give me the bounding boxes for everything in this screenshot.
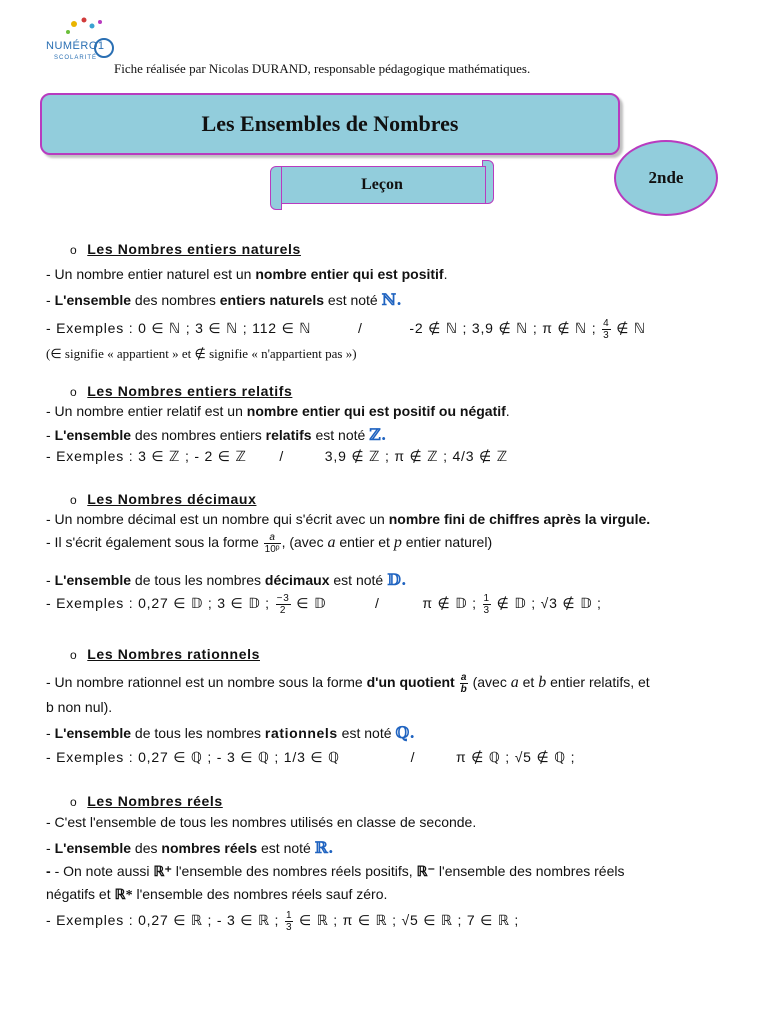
naturels-examples: - Exemples : 0 ∈ ℕ ; 3 ∈ ℕ ; 112 ∈ ℕ / -2 ∉ ℕ ; 3,9 ∉ ℕ ; π ∉ ℕ ; $\frac{4}{3}$ ∉ ℕ	[46, 318, 646, 341]
logo-subtext: SCOLARITÉ	[54, 55, 98, 61]
bullet-icon: o	[70, 385, 78, 399]
bullet-icon: o	[70, 243, 78, 257]
bullet-icon: o	[70, 648, 78, 662]
reels-definition: - C'est l'ensemble de tous les nombres utilisés en classe de seconde.	[46, 814, 477, 830]
relatifs-definition: - Un nombre entier relatif est un nombre entier qui est positif ou négatif.	[46, 403, 510, 419]
heading-naturels: o Les Nombres entiers naturels	[70, 241, 301, 257]
scroll-body	[278, 166, 486, 204]
bullet-icon: o	[70, 795, 78, 809]
rationnels-set: - L'ensemble de tous les nombres rationnels est noté ℚ.	[46, 723, 415, 742]
page-title: Les Ensembles de Nombres	[201, 111, 459, 136]
fraction: $\frac{a}{\text{10ᵖ}}$	[264, 532, 280, 555]
level-badge	[614, 140, 718, 216]
naturels-note: (∈ signifie « appartient » et ∉ signifie « n'appartient pas »)	[46, 346, 357, 361]
rationnels-examples: - Exemples : 0,27 ∈ ℚ ; - 3 ∈ ℚ ; 1/3 ∈ ℚ / π ∉ ℚ ; √5 ∉ ℚ ;	[46, 749, 576, 765]
set-symbol-n: ℕ.	[381, 290, 402, 309]
author-credit: Fiche réalisée par Nicolas DURAND, responsable pédagogique mathématiques.	[114, 61, 531, 76]
fraction: $\frac{-3}{2}$	[276, 593, 290, 616]
set-symbol-q: ℚ.	[395, 723, 415, 742]
reels-set: - L'ensemble des nombres réels est noté ℝ.	[46, 838, 334, 857]
fraction: $\frac{1}{3}$	[285, 910, 293, 933]
lesson-label: Leçon	[361, 176, 403, 193]
reels-examples: - Exemples : 0,27 ∈ ℝ ; - 3 ∈ ℝ ; $\frac{1}{3}$ ∈ ℝ ; π ∈ ℝ ; √5 ∈ ℝ ; 7 ∈ ℝ ;	[46, 910, 520, 933]
set-symbol-r: ℝ.	[314, 838, 334, 857]
naturels-definition: - Un nombre entier naturel est un nombre entier qui est positif.	[46, 266, 448, 282]
decimaux-set: - L'ensemble de tous les nombres décimaux est noté 𝔻.	[46, 570, 407, 589]
heading-reels: o Les Nombres réels	[70, 793, 223, 809]
heading-decimaux: o Les Nombres décimaux	[70, 491, 257, 507]
rationnels-definition: - Un nombre rationnel est un nombre sous la forme d'un quotient $\frac{a}{b}$ (avec a et b entier relatifs, et	[46, 672, 650, 695]
rationnels-definition-cont: b non nul).	[46, 699, 113, 715]
set-symbol-z: ℤ.	[369, 425, 387, 444]
logo-text: NUMÉRO1	[46, 40, 105, 52]
relatifs-set: - L'ensemble des nombres entiers relatifs est noté ℤ.	[46, 425, 387, 444]
fraction: $\frac{a}{b}$	[460, 672, 467, 695]
fraction: $\frac{1}{3}$	[483, 593, 490, 616]
relatifs-examples: - Exemples : 3 ∈ ℤ ; - 2 ∈ ℤ / 3,9 ∉ ℤ ; π ∉ ℤ ; 4/3 ∉ ℤ	[46, 448, 508, 464]
reels-notation-cont: négatifs et ℝ* l'ensemble des nombres réels sauf zéro.	[46, 886, 388, 903]
title-banner	[40, 93, 620, 155]
set-symbol-r-minus: ℝ⁻	[416, 865, 436, 880]
set-symbol-r-star: ℝ*	[114, 888, 133, 903]
decimaux-form: - Il s'écrit également sous la forme $\frac{a}{\text{10ᵖ}}$ , (avec a entier et p entier naturel)	[46, 532, 493, 555]
bullet-icon: o	[70, 493, 78, 507]
reels-notation: - - On note aussi ℝ⁺ l'ensemble des nombres réels positifs, ℝ⁻ l'ensemble des nombres réels	[46, 863, 625, 880]
heading-rationnels: o Les Nombres rationnels	[70, 646, 260, 662]
naturels-set: - L'ensemble des nombres entiers naturels est noté ℕ.	[46, 290, 402, 309]
lesson-scroll-banner	[270, 160, 494, 210]
fraction: $\frac{4}{3}$	[603, 318, 610, 341]
set-symbol-d: 𝔻.	[387, 570, 407, 589]
decimaux-examples: - Exemples : 0,27 ∈ 𝔻 ; 3 ∈ 𝔻 ; $\frac{-3}{2}$ ∈ 𝔻 / π ∉ 𝔻 ; $\frac{1}{3}$ ∉ 𝔻 ; √3 ∉ 𝔻 ;	[46, 593, 602, 616]
decimaux-definition: - Un nombre décimal est un nombre qui s'écrit avec un nombre fini de chiffres après la virgule.	[46, 511, 651, 527]
set-symbol-r-plus: ℝ⁺	[153, 865, 172, 880]
level-badge-text: 2nde	[648, 168, 684, 187]
scroll-curl-left	[270, 166, 282, 210]
heading-relatifs: o Les Nombres entiers relatifs	[70, 383, 293, 399]
